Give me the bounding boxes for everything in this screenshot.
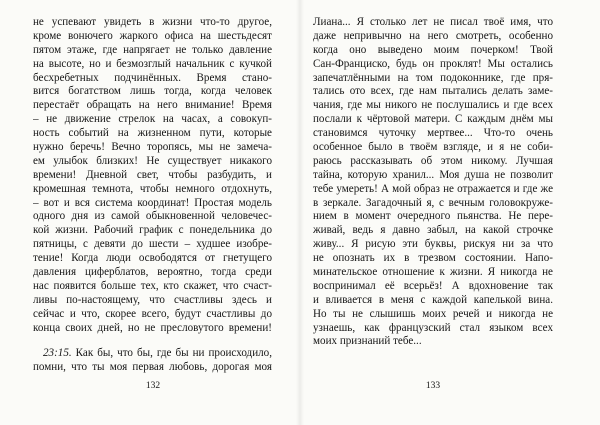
text-line: узнаешь, как французский стал языком всех xyxy=(313,321,553,334)
text-line: времени! Дневной свет, чтобы разбудить, и xyxy=(33,168,272,181)
text-line: даже непривычно на него смотреть, особенно xyxy=(313,29,553,42)
text-line: раюсь рассказывать об этом никому. Лучшая xyxy=(313,154,553,167)
right-page-text xyxy=(313,16,553,349)
text-line: Сан-Франциско, будь он проклят! Мы остались xyxy=(313,57,553,70)
page-number-left: 132 xyxy=(145,381,161,391)
text-line: ливы по-настоящему, что счастливы здесь и xyxy=(33,293,272,306)
text-line: нас появится больше тех, кто скажет, что счаст- xyxy=(33,279,272,292)
text-line: живу... Я рисую эти буквы, рискуя ни за что xyxy=(313,238,553,251)
text-line: воспринимал её всерьёз! А вдохновение так xyxy=(313,279,553,292)
text-line: сейчас и что, скорее всего, будут счастливы до xyxy=(33,307,272,320)
text-line: тались ото всех, где нам пытались делать заме- xyxy=(313,85,553,98)
text-line: – вот и вся система координат! Простая модель xyxy=(33,196,272,209)
left-page-text xyxy=(33,16,272,375)
text-line: особенное было в твоём взгляде, и я не соби- xyxy=(313,141,553,154)
text-line: бесхребетных подчинённых. Время стано- xyxy=(33,71,272,84)
text-line: Лиана... Я столько лет не писал твоё имя, что xyxy=(313,16,553,28)
text-line: живай, ведь я давно забыл, на какой строчке xyxy=(313,224,553,237)
text-line: давления циферблатов, вероятно, тогда среди xyxy=(33,266,272,279)
text-line: кой жизни. Рабочий график с понедельника до xyxy=(33,224,272,237)
text-line: нужно беречь! Вечно торопясь, мы не замеча- xyxy=(33,141,272,154)
text-line: не опознать их в трезвом состоянии. Напо- xyxy=(313,252,553,265)
text-line: нием в момент очередного пьянства. Не пере- xyxy=(313,210,553,223)
text-line: в зеркале. Загадочный я, с вечным головокруже- xyxy=(313,196,553,209)
text-line: Но ты не слышишь моих речей и никогда не xyxy=(313,307,553,320)
text-line: пятницы, с девяти до шести – худшее изобре- xyxy=(33,238,272,251)
text-line: кромешная темнота, чтобы немного отдохнуть, xyxy=(33,182,272,195)
text-line: ем улыбок близких! Не существует никакого xyxy=(33,154,272,167)
text-line: на высоте, но и безмозглый начальник с кучкой xyxy=(33,57,272,70)
verse-line xyxy=(33,347,272,361)
text-line: ность событий на жизненном пути, которые xyxy=(33,127,272,140)
verse-line: помни, что ты моя первая любовь, дорогая моя xyxy=(33,361,272,374)
text-line: тебе умереть! А мой образ не отражается и где же xyxy=(313,182,553,195)
text-line: вится богатством лишь тогда, когда человек xyxy=(33,85,272,98)
text-line: когда оно выведено моим почерком! Твой xyxy=(313,43,553,56)
text-line: не успевают увидеть в жизни что-то другое, xyxy=(33,16,272,28)
text-line: минательское отношение к жизни. Я никогда не xyxy=(313,266,553,279)
verse-text: Как бы, что бы, где бы ни происходило, xyxy=(75,347,272,360)
text-line: кроме вонючего жаркого офиса на шестьдесят xyxy=(33,29,272,42)
verse-reference: 23:15. xyxy=(43,347,72,360)
text-line: послали к чёртовой матери. С каждым днём мы xyxy=(313,113,553,126)
text-line: конца своих дней, но не пресловутого времени! xyxy=(33,321,272,334)
text-line-last: моих признаний тебе... xyxy=(313,335,422,348)
text-line: пятом этаже, где напрягает не только давление xyxy=(33,43,272,56)
text-line: запечатлёнными на том подоконнике, где пря- xyxy=(313,71,553,84)
text-line: и вливается в меня с каждой капелькой вина. xyxy=(313,293,553,306)
text-line: тение! Когда люди освободятся от гнетущего xyxy=(33,252,272,265)
book-gutter xyxy=(296,0,304,425)
text-line: тайна, которую хранил... Моя душа не позволит xyxy=(313,168,553,181)
text-line: – не движение стрелок на часах, а совокуп- xyxy=(33,113,272,126)
text-line: одного дня из самой обыкновенной человечес- xyxy=(33,210,272,223)
page-number-right: 133 xyxy=(425,381,441,391)
text-line: становимся чуточку мертвее... Что-то очень xyxy=(313,127,553,140)
text-line: перестаёт обращать на него внимание! Время xyxy=(33,99,272,112)
text-line: чания, где мы никого не послушались и где всех xyxy=(313,99,553,112)
